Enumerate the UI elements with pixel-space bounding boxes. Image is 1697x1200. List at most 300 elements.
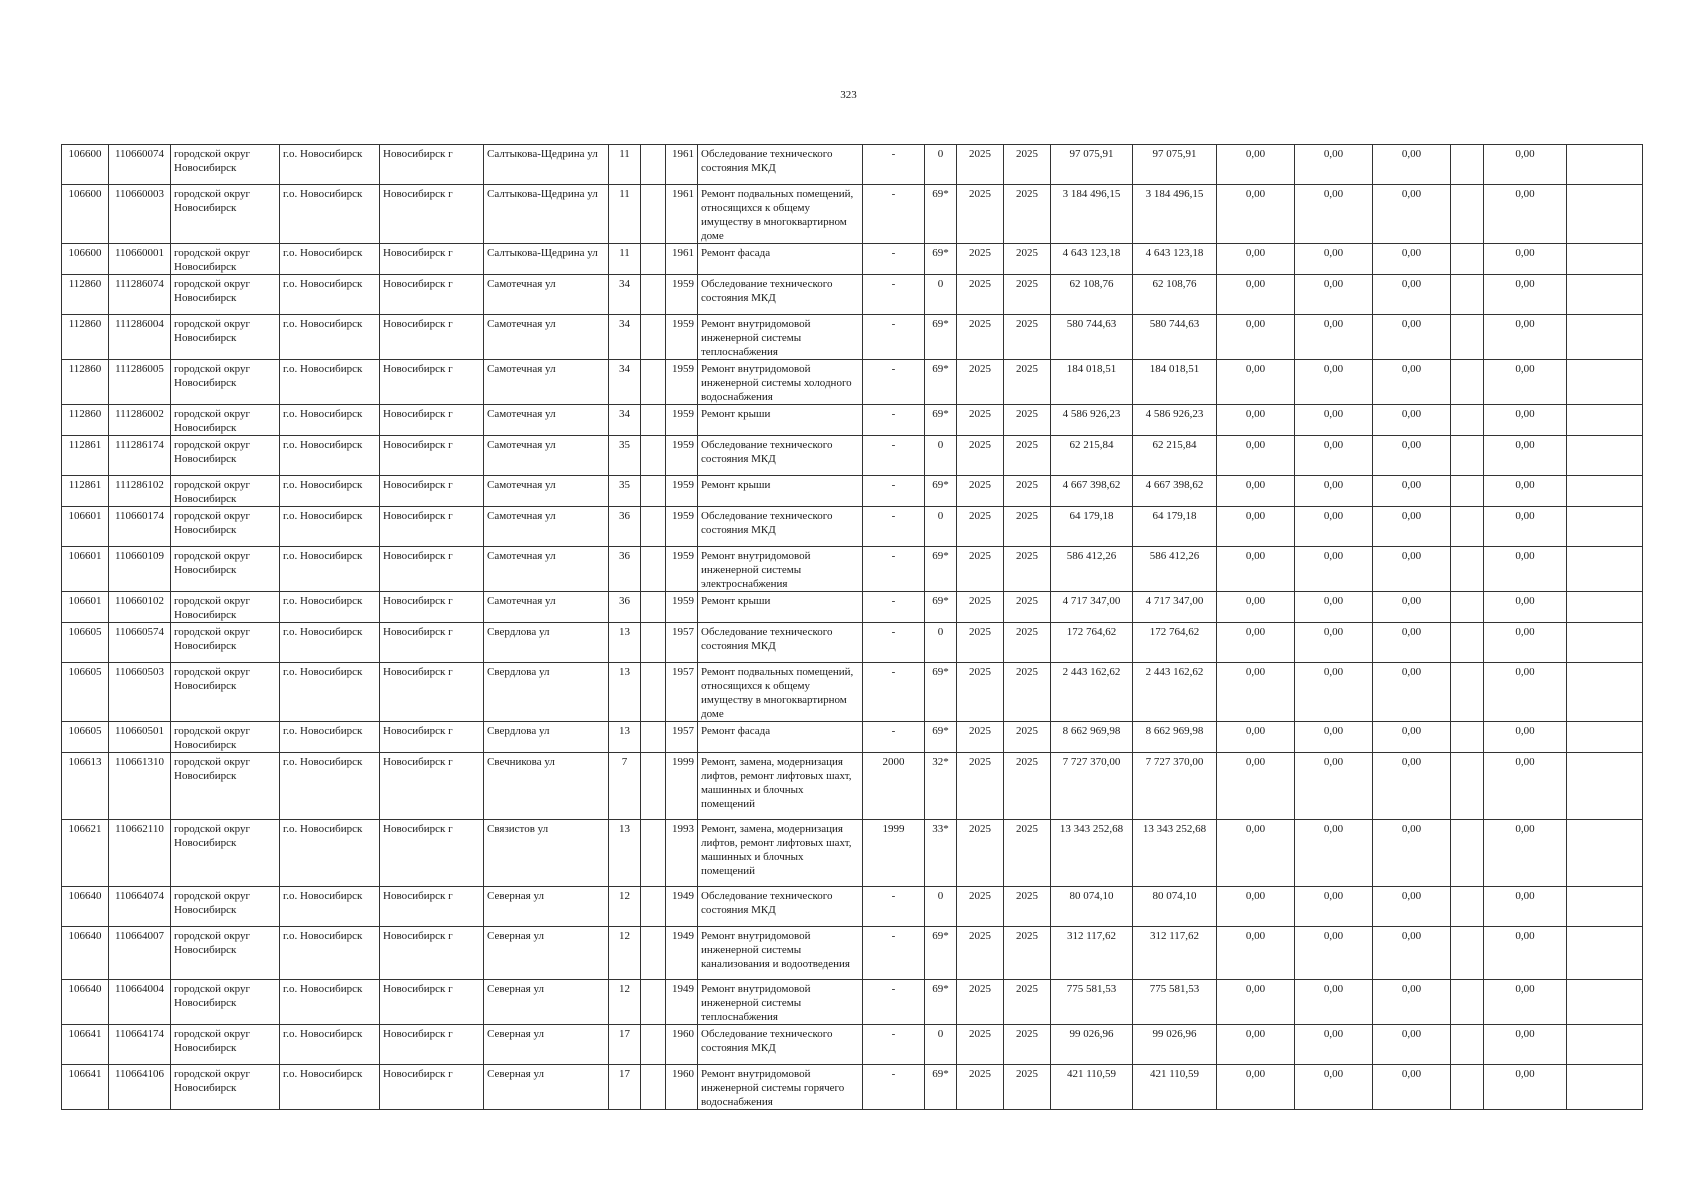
cell-funding-1: 0,00 xyxy=(1217,663,1295,722)
cell-house-number: 12 xyxy=(609,927,641,980)
table-row xyxy=(62,1065,1643,1110)
cell-wear-percent: 69* xyxy=(925,360,957,405)
cell-building xyxy=(641,753,666,820)
cell-funding-6 xyxy=(1567,623,1643,663)
cell-funding-2: 0,00 xyxy=(1295,360,1373,405)
cell-house-number: 34 xyxy=(609,405,641,436)
cell-funding-6 xyxy=(1567,820,1643,887)
table-row xyxy=(62,623,1643,663)
cell-house-number: 13 xyxy=(609,663,641,722)
cell-cost-total: 8 662 969,98 xyxy=(1051,722,1133,753)
cell-plan-year-to: 2025 xyxy=(1004,820,1051,887)
cell-funding-5: 0,00 xyxy=(1484,1065,1567,1110)
cell-settlement: Новосибирск г xyxy=(380,663,484,722)
cell-funding-4 xyxy=(1451,275,1484,315)
cell-district: городской округ Новосибирск xyxy=(171,1025,280,1065)
cell-year-commissioned: - xyxy=(863,507,925,547)
cell-year-commissioned: - xyxy=(863,663,925,722)
cell-plan-year-from: 2025 xyxy=(957,507,1004,547)
cell-cost-regional: 7 727 370,00 xyxy=(1133,753,1217,820)
table-row xyxy=(62,722,1643,753)
cell-funding-4 xyxy=(1451,592,1484,623)
cell-year-built: 1949 xyxy=(666,887,698,927)
cell-work-type: Ремонт крыши xyxy=(698,405,863,436)
cell-funding-2: 0,00 xyxy=(1295,275,1373,315)
cell-cost-regional: 184 018,51 xyxy=(1133,360,1217,405)
cell-year-built: 1949 xyxy=(666,927,698,980)
cell-plan-year-to: 2025 xyxy=(1004,887,1051,927)
cell-funding-5: 0,00 xyxy=(1484,476,1567,507)
cell-funding-1: 0,00 xyxy=(1217,145,1295,185)
cell-cost-regional: 99 026,96 xyxy=(1133,1025,1217,1065)
cell-plan-year-to: 2025 xyxy=(1004,980,1051,1025)
table-row xyxy=(62,275,1643,315)
cell-year-commissioned: - xyxy=(863,887,925,927)
cell-municipality: г.о. Новосибирск xyxy=(280,185,380,244)
cell-cost-regional: 580 744,63 xyxy=(1133,315,1217,360)
cell-building xyxy=(641,315,666,360)
cell-building xyxy=(641,722,666,753)
cell-funding-4 xyxy=(1451,980,1484,1025)
cell-plan-year-from: 2025 xyxy=(957,405,1004,436)
cell-plan-year-from: 2025 xyxy=(957,980,1004,1025)
cell-row-id: 106640 xyxy=(62,927,109,980)
cell-street: Самотечная ул xyxy=(484,476,609,507)
cell-funding-3: 0,00 xyxy=(1373,592,1451,623)
cell-plan-year-to: 2025 xyxy=(1004,185,1051,244)
cell-funding-5: 0,00 xyxy=(1484,315,1567,360)
cell-funding-2: 0,00 xyxy=(1295,623,1373,663)
cell-municipality: г.о. Новосибирск xyxy=(280,927,380,980)
cell-year-commissioned: - xyxy=(863,315,925,360)
cell-plan-year-from: 2025 xyxy=(957,476,1004,507)
cell-year-commissioned: - xyxy=(863,275,925,315)
cell-funding-4 xyxy=(1451,185,1484,244)
cell-plan-year-to: 2025 xyxy=(1004,145,1051,185)
cell-funding-5: 0,00 xyxy=(1484,722,1567,753)
cell-cost-total: 4 667 398,62 xyxy=(1051,476,1133,507)
cell-district: городской округ Новосибирск xyxy=(171,663,280,722)
cell-funding-2: 0,00 xyxy=(1295,405,1373,436)
cell-cost-total: 775 581,53 xyxy=(1051,980,1133,1025)
cell-funding-4 xyxy=(1451,753,1484,820)
cell-wear-percent: 69* xyxy=(925,1065,957,1110)
cell-year-commissioned: - xyxy=(863,360,925,405)
cell-building xyxy=(641,663,666,722)
cell-funding-6 xyxy=(1567,980,1643,1025)
cell-funding-2: 0,00 xyxy=(1295,887,1373,927)
cell-street: Самотечная ул xyxy=(484,507,609,547)
cell-municipality: г.о. Новосибирск xyxy=(280,360,380,405)
cell-work-type: Ремонт крыши xyxy=(698,592,863,623)
cell-cost-regional: 4 667 398,62 xyxy=(1133,476,1217,507)
cell-work-code: 110660503 xyxy=(109,663,171,722)
cell-funding-3: 0,00 xyxy=(1373,722,1451,753)
cell-funding-5: 0,00 xyxy=(1484,547,1567,592)
cell-year-built: 1961 xyxy=(666,185,698,244)
cell-building xyxy=(641,980,666,1025)
cell-district: городской округ Новосибирск xyxy=(171,1065,280,1110)
cell-building xyxy=(641,547,666,592)
table-row xyxy=(62,476,1643,507)
cell-funding-5: 0,00 xyxy=(1484,436,1567,476)
cell-funding-2: 0,00 xyxy=(1295,722,1373,753)
cell-funding-5: 0,00 xyxy=(1484,185,1567,244)
cell-house-number: 7 xyxy=(609,753,641,820)
cell-building xyxy=(641,185,666,244)
cell-cost-total: 172 764,62 xyxy=(1051,623,1133,663)
cell-cost-total: 580 744,63 xyxy=(1051,315,1133,360)
cell-cost-regional: 4 643 123,18 xyxy=(1133,244,1217,275)
cell-building xyxy=(641,360,666,405)
cell-wear-percent: 69* xyxy=(925,244,957,275)
cell-work-type: Ремонт крыши xyxy=(698,476,863,507)
cell-funding-2: 0,00 xyxy=(1295,663,1373,722)
cell-year-commissioned: - xyxy=(863,436,925,476)
cell-settlement: Новосибирск г xyxy=(380,820,484,887)
cell-settlement: Новосибирск г xyxy=(380,753,484,820)
cell-work-code: 110660001 xyxy=(109,244,171,275)
cell-district: городской округ Новосибирск xyxy=(171,360,280,405)
cell-district: городской округ Новосибирск xyxy=(171,887,280,927)
cell-funding-1: 0,00 xyxy=(1217,547,1295,592)
cell-plan-year-from: 2025 xyxy=(957,185,1004,244)
cell-funding-3: 0,00 xyxy=(1373,663,1451,722)
cell-funding-6 xyxy=(1567,592,1643,623)
cell-funding-3: 0,00 xyxy=(1373,405,1451,436)
cell-cost-regional: 13 343 252,68 xyxy=(1133,820,1217,887)
cell-plan-year-from: 2025 xyxy=(957,592,1004,623)
cell-cost-total: 64 179,18 xyxy=(1051,507,1133,547)
cell-settlement: Новосибирск г xyxy=(380,476,484,507)
cell-plan-year-from: 2025 xyxy=(957,820,1004,887)
cell-municipality: г.о. Новосибирск xyxy=(280,275,380,315)
cell-work-code: 111286102 xyxy=(109,476,171,507)
cell-street: Связистов ул xyxy=(484,820,609,887)
cell-funding-1: 0,00 xyxy=(1217,1025,1295,1065)
cell-year-commissioned: 2000 xyxy=(863,753,925,820)
cell-funding-5: 0,00 xyxy=(1484,275,1567,315)
cell-row-id: 112860 xyxy=(62,405,109,436)
cell-year-commissioned: - xyxy=(863,1065,925,1110)
cell-district: городской округ Новосибирск xyxy=(171,623,280,663)
cell-district: городской округ Новосибирск xyxy=(171,507,280,547)
cell-wear-percent: 69* xyxy=(925,722,957,753)
cell-settlement: Новосибирск г xyxy=(380,927,484,980)
cell-funding-2: 0,00 xyxy=(1295,476,1373,507)
cell-year-built: 1960 xyxy=(666,1025,698,1065)
cell-work-code: 110664074 xyxy=(109,887,171,927)
cell-municipality: г.о. Новосибирск xyxy=(280,405,380,436)
cell-year-commissioned: - xyxy=(863,592,925,623)
cell-year-commissioned: - xyxy=(863,476,925,507)
cell-settlement: Новосибирск г xyxy=(380,436,484,476)
cell-row-id: 106605 xyxy=(62,722,109,753)
cell-year-built: 1959 xyxy=(666,507,698,547)
cell-work-type: Обследование технического состояния МКД xyxy=(698,145,863,185)
cell-house-number: 36 xyxy=(609,507,641,547)
cell-settlement: Новосибирск г xyxy=(380,145,484,185)
cell-municipality: г.о. Новосибирск xyxy=(280,476,380,507)
cell-funding-1: 0,00 xyxy=(1217,244,1295,275)
cell-funding-6 xyxy=(1567,547,1643,592)
cell-cost-regional: 64 179,18 xyxy=(1133,507,1217,547)
cell-plan-year-from: 2025 xyxy=(957,927,1004,980)
cell-work-type: Ремонт фасада xyxy=(698,722,863,753)
cell-year-built: 1959 xyxy=(666,405,698,436)
cell-building xyxy=(641,405,666,436)
cell-settlement: Новосибирск г xyxy=(380,623,484,663)
cell-municipality: г.о. Новосибирск xyxy=(280,244,380,275)
cell-building xyxy=(641,507,666,547)
cell-year-commissioned: - xyxy=(863,980,925,1025)
cell-work-type: Обследование технического состояния МКД xyxy=(698,887,863,927)
cell-cost-total: 62 215,84 xyxy=(1051,436,1133,476)
cell-funding-4 xyxy=(1451,722,1484,753)
cell-building xyxy=(641,476,666,507)
cell-house-number: 12 xyxy=(609,887,641,927)
cell-municipality: г.о. Новосибирск xyxy=(280,436,380,476)
cell-street: Самотечная ул xyxy=(484,315,609,360)
cell-funding-3: 0,00 xyxy=(1373,1025,1451,1065)
cell-work-type: Ремонт внутридомовой инженерной системы теплоснабжения xyxy=(698,315,863,360)
cell-plan-year-to: 2025 xyxy=(1004,753,1051,820)
cell-row-id: 106601 xyxy=(62,547,109,592)
cell-building xyxy=(641,623,666,663)
cell-funding-2: 0,00 xyxy=(1295,436,1373,476)
cell-funding-5: 0,00 xyxy=(1484,592,1567,623)
cell-municipality: г.о. Новосибирск xyxy=(280,820,380,887)
cell-plan-year-from: 2025 xyxy=(957,1065,1004,1110)
cell-funding-3: 0,00 xyxy=(1373,507,1451,547)
cell-funding-5: 0,00 xyxy=(1484,887,1567,927)
cell-funding-2: 0,00 xyxy=(1295,1065,1373,1110)
table-row xyxy=(62,1025,1643,1065)
cell-street: Самотечная ул xyxy=(484,405,609,436)
cell-year-commissioned: - xyxy=(863,185,925,244)
cell-cost-regional: 312 117,62 xyxy=(1133,927,1217,980)
cell-funding-1: 0,00 xyxy=(1217,753,1295,820)
cell-funding-6 xyxy=(1567,1025,1643,1065)
cell-settlement: Новосибирск г xyxy=(380,275,484,315)
cell-municipality: г.о. Новосибирск xyxy=(280,1065,380,1110)
cell-municipality: г.о. Новосибирск xyxy=(280,315,380,360)
cell-work-type: Обследование технического состояния МКД xyxy=(698,623,863,663)
cell-house-number: 17 xyxy=(609,1065,641,1110)
cell-cost-total: 7 727 370,00 xyxy=(1051,753,1133,820)
cell-settlement: Новосибирск г xyxy=(380,405,484,436)
cell-funding-6 xyxy=(1567,360,1643,405)
cell-cost-regional: 62 108,76 xyxy=(1133,275,1217,315)
cell-plan-year-from: 2025 xyxy=(957,360,1004,405)
cell-work-code: 110660074 xyxy=(109,145,171,185)
cell-funding-5: 0,00 xyxy=(1484,927,1567,980)
cell-row-id: 106600 xyxy=(62,244,109,275)
cell-plan-year-to: 2025 xyxy=(1004,722,1051,753)
cell-funding-3: 0,00 xyxy=(1373,315,1451,360)
cell-funding-1: 0,00 xyxy=(1217,722,1295,753)
cell-cost-total: 97 075,91 xyxy=(1051,145,1133,185)
cell-municipality: г.о. Новосибирск xyxy=(280,1025,380,1065)
cell-municipality: г.о. Новосибирск xyxy=(280,547,380,592)
table-row xyxy=(62,753,1643,820)
table-row xyxy=(62,145,1643,185)
table-body xyxy=(62,145,1643,1110)
cell-building xyxy=(641,145,666,185)
cell-house-number: 36 xyxy=(609,547,641,592)
cell-funding-4 xyxy=(1451,315,1484,360)
cell-wear-percent: 0 xyxy=(925,623,957,663)
cell-house-number: 35 xyxy=(609,436,641,476)
cell-cost-regional: 775 581,53 xyxy=(1133,980,1217,1025)
cell-funding-3: 0,00 xyxy=(1373,244,1451,275)
cell-funding-1: 0,00 xyxy=(1217,623,1295,663)
cell-year-built: 1957 xyxy=(666,722,698,753)
cell-funding-6 xyxy=(1567,145,1643,185)
cell-municipality: г.о. Новосибирск xyxy=(280,507,380,547)
cell-work-type: Ремонт внутридомовой инженерной системы канализования и водоотведения xyxy=(698,927,863,980)
cell-year-built: 1959 xyxy=(666,360,698,405)
cell-year-commissioned: - xyxy=(863,145,925,185)
cell-row-id: 106605 xyxy=(62,623,109,663)
cell-funding-1: 0,00 xyxy=(1217,592,1295,623)
cell-wear-percent: 0 xyxy=(925,145,957,185)
cell-year-commissioned: - xyxy=(863,244,925,275)
cell-funding-5: 0,00 xyxy=(1484,820,1567,887)
cell-house-number: 35 xyxy=(609,476,641,507)
table-row xyxy=(62,185,1643,244)
cell-funding-1: 0,00 xyxy=(1217,1065,1295,1110)
cell-work-type: Обследование технического состояния МКД xyxy=(698,507,863,547)
cell-street: Свечникова ул xyxy=(484,753,609,820)
cell-year-built: 1959 xyxy=(666,275,698,315)
cell-plan-year-to: 2025 xyxy=(1004,663,1051,722)
cell-year-built: 1993 xyxy=(666,820,698,887)
cell-cost-regional: 172 764,62 xyxy=(1133,623,1217,663)
cell-row-id: 112860 xyxy=(62,360,109,405)
cell-work-type: Обследование технического состояния МКД xyxy=(698,275,863,315)
cell-row-id: 106600 xyxy=(62,185,109,244)
cell-funding-4 xyxy=(1451,623,1484,663)
cell-plan-year-from: 2025 xyxy=(957,547,1004,592)
cell-funding-5: 0,00 xyxy=(1484,507,1567,547)
cell-work-code: 111286074 xyxy=(109,275,171,315)
cell-municipality: г.о. Новосибирск xyxy=(280,722,380,753)
cell-work-code: 110660501 xyxy=(109,722,171,753)
cell-funding-3: 0,00 xyxy=(1373,887,1451,927)
cell-street: Свердлова ул xyxy=(484,722,609,753)
cell-street: Северная ул xyxy=(484,1065,609,1110)
cell-cost-total: 99 026,96 xyxy=(1051,1025,1133,1065)
cell-settlement: Новосибирск г xyxy=(380,722,484,753)
cell-settlement: Новосибирск г xyxy=(380,360,484,405)
cell-funding-4 xyxy=(1451,405,1484,436)
cell-work-type: Ремонт фасада xyxy=(698,244,863,275)
cell-funding-1: 0,00 xyxy=(1217,405,1295,436)
cell-funding-1: 0,00 xyxy=(1217,476,1295,507)
cell-row-id: 112860 xyxy=(62,315,109,360)
cell-year-built: 1949 xyxy=(666,980,698,1025)
cell-work-code: 110660102 xyxy=(109,592,171,623)
cell-work-type: Ремонт подвальных помещений, относящихся к общему имуществу в многоквартирном доме xyxy=(698,663,863,722)
cell-house-number: 36 xyxy=(609,592,641,623)
cell-street: Самотечная ул xyxy=(484,547,609,592)
cell-year-commissioned: 1999 xyxy=(863,820,925,887)
cell-work-code: 110661310 xyxy=(109,753,171,820)
cell-plan-year-to: 2025 xyxy=(1004,436,1051,476)
cell-funding-4 xyxy=(1451,507,1484,547)
cell-municipality: г.о. Новосибирск xyxy=(280,592,380,623)
cell-year-built: 1961 xyxy=(666,244,698,275)
cell-cost-regional: 421 110,59 xyxy=(1133,1065,1217,1110)
cell-work-code: 111286002 xyxy=(109,405,171,436)
cell-work-type: Ремонт, замена, модернизация лифтов, ремонт лифтовых шахт, машинных и блочных помещений xyxy=(698,753,863,820)
cell-year-commissioned: - xyxy=(863,927,925,980)
cell-funding-6 xyxy=(1567,887,1643,927)
cell-building xyxy=(641,927,666,980)
cell-funding-6 xyxy=(1567,185,1643,244)
cell-cost-total: 62 108,76 xyxy=(1051,275,1133,315)
cell-cost-total: 4 717 347,00 xyxy=(1051,592,1133,623)
cell-work-code: 110660109 xyxy=(109,547,171,592)
cell-year-commissioned: - xyxy=(863,1025,925,1065)
cell-plan-year-from: 2025 xyxy=(957,887,1004,927)
table-row xyxy=(62,360,1643,405)
cell-cost-regional: 4 717 347,00 xyxy=(1133,592,1217,623)
cell-plan-year-to: 2025 xyxy=(1004,1065,1051,1110)
cell-settlement: Новосибирск г xyxy=(380,547,484,592)
cell-cost-regional: 62 215,84 xyxy=(1133,436,1217,476)
cell-wear-percent: 69* xyxy=(925,405,957,436)
cell-settlement: Новосибирск г xyxy=(380,1065,484,1110)
cell-year-built: 1961 xyxy=(666,145,698,185)
cell-funding-3: 0,00 xyxy=(1373,275,1451,315)
cell-funding-4 xyxy=(1451,360,1484,405)
cell-funding-5: 0,00 xyxy=(1484,663,1567,722)
cell-cost-regional: 8 662 969,98 xyxy=(1133,722,1217,753)
cell-year-commissioned: - xyxy=(863,722,925,753)
cell-funding-5: 0,00 xyxy=(1484,145,1567,185)
page-number: 323 xyxy=(840,89,857,101)
cell-building xyxy=(641,1065,666,1110)
cell-funding-6 xyxy=(1567,1065,1643,1110)
cell-house-number: 13 xyxy=(609,623,641,663)
capital-repair-table xyxy=(61,144,1643,1110)
table-row xyxy=(62,244,1643,275)
cell-district: городской округ Новосибирск xyxy=(171,927,280,980)
cell-wear-percent: 69* xyxy=(925,663,957,722)
cell-year-built: 1999 xyxy=(666,753,698,820)
cell-work-code: 110664174 xyxy=(109,1025,171,1065)
cell-wear-percent: 0 xyxy=(925,507,957,547)
table-row xyxy=(62,887,1643,927)
cell-street: Северная ул xyxy=(484,927,609,980)
cell-house-number: 13 xyxy=(609,722,641,753)
cell-street: Северная ул xyxy=(484,1025,609,1065)
cell-funding-3: 0,00 xyxy=(1373,547,1451,592)
cell-funding-3: 0,00 xyxy=(1373,980,1451,1025)
cell-district: городской округ Новосибирск xyxy=(171,315,280,360)
cell-cost-regional: 80 074,10 xyxy=(1133,887,1217,927)
cell-settlement: Новосибирск г xyxy=(380,185,484,244)
cell-funding-2: 0,00 xyxy=(1295,927,1373,980)
cell-funding-2: 0,00 xyxy=(1295,145,1373,185)
cell-municipality: г.о. Новосибирск xyxy=(280,663,380,722)
cell-plan-year-to: 2025 xyxy=(1004,1025,1051,1065)
cell-plan-year-to: 2025 xyxy=(1004,927,1051,980)
cell-funding-3: 0,00 xyxy=(1373,820,1451,887)
cell-plan-year-to: 2025 xyxy=(1004,244,1051,275)
